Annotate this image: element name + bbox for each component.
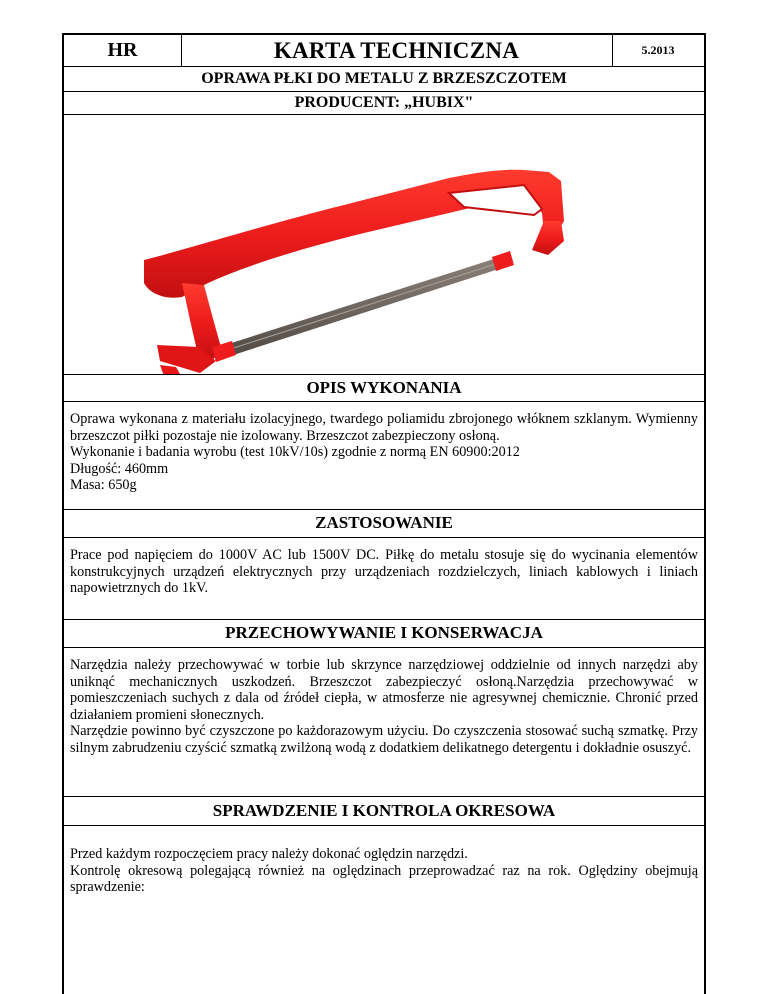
opis-line: Długość: 460mm bbox=[70, 460, 169, 477]
header-row bbox=[64, 35, 704, 66]
zastosowanie-line: Prace pod napięciem do 1000V AC lub 1500V DC. Piłkę do metalu stosuje się do wycinania elementów konstrukcyjnych urządzeń elektrycznych przy urządzeniach rozdzielczych, liniach kablowych i liniach napowietrznych do 1kV. bbox=[70, 547, 698, 596]
opis-line: Oprawa wykonana z materiału izolacyjnego, twardego poliamidu zbrojonego włóknem szklanym. Wymienny brzeszczot piłki pozostaje nie izolowany. Brzeszczot zabezpieczony osłoną. bbox=[70, 411, 698, 444]
section-title-sprawdzenie: SPRAWDZENIE I KONTROLA OKRESOWA bbox=[212, 801, 556, 820]
section-title-zastosowanie: ZASTOSOWANIE bbox=[315, 513, 453, 532]
section-title-przechowywanie: PRZECHOWYWANIE I KONSERWACJA bbox=[225, 623, 543, 642]
section-body-sprawdzenie bbox=[64, 846, 704, 896]
opis-line: Masa: 650g bbox=[70, 477, 137, 493]
hacksaw-illustration bbox=[64, 115, 704, 374]
product-producer: PRODUCENT: „HUBIX" bbox=[294, 94, 474, 111]
section-body-przechowywanie bbox=[64, 657, 704, 756]
header-code: HR bbox=[107, 39, 138, 61]
section-body-zastosowanie bbox=[64, 547, 704, 597]
product-name: OPRAWA PŁKI DO METALU Z BRZESZCZOTEM bbox=[201, 70, 567, 87]
technical-sheet bbox=[62, 33, 706, 994]
sprawdzenie-line: Przed każdym rozpoczęciem pracy należy dokonać oględzin narzędzi. bbox=[70, 846, 468, 862]
product-image bbox=[64, 115, 704, 374]
opis-line: Wykonanie i badania wyrobu (test 10kV/10s) zgodnie z normą EN 60900:2012 bbox=[70, 444, 520, 460]
blade bbox=[219, 257, 505, 358]
sprawdzenie-line: Kontrolę okresową polegającą również na oględzinach przeprowadzać raz na rok. Oględziny obejmują sprawdzenie: bbox=[70, 862, 698, 895]
section-title-opis: OPIS WYKONANIA bbox=[306, 378, 462, 397]
header-date: 5.2013 bbox=[641, 43, 675, 57]
przechowywanie-line: Narzędzia należy przechowywać w torbie lub skrzynce narzędziowej oddzielnie od innych narzędzi aby uniknąć mechanicznych uszkodzeń. Brzeszczot zabezpieczyć osłoną.Narzędzia przechowywać w pomieszczeniach suchych z dala od źródeł ciepła, w atmosferze nie agresywnej chemicznie. Chronić przed działaniem promieni słonecznych. bbox=[70, 657, 698, 723]
frame-right-post bbox=[532, 221, 564, 255]
przechowywanie-line: Narzędzie powinno być czyszczone po każdorazowym użyciu. Do czyszczenia stosować suchą szmatkę. Przy silnym zabrudzeniu czyścić szmatką zwilżoną wodą z dodatkiem delikatnego detergentu i dokładnie osuszyć. bbox=[70, 723, 698, 756]
header-title: KARTA TECHNICZNA bbox=[273, 37, 520, 63]
section-body-opis bbox=[64, 411, 704, 494]
